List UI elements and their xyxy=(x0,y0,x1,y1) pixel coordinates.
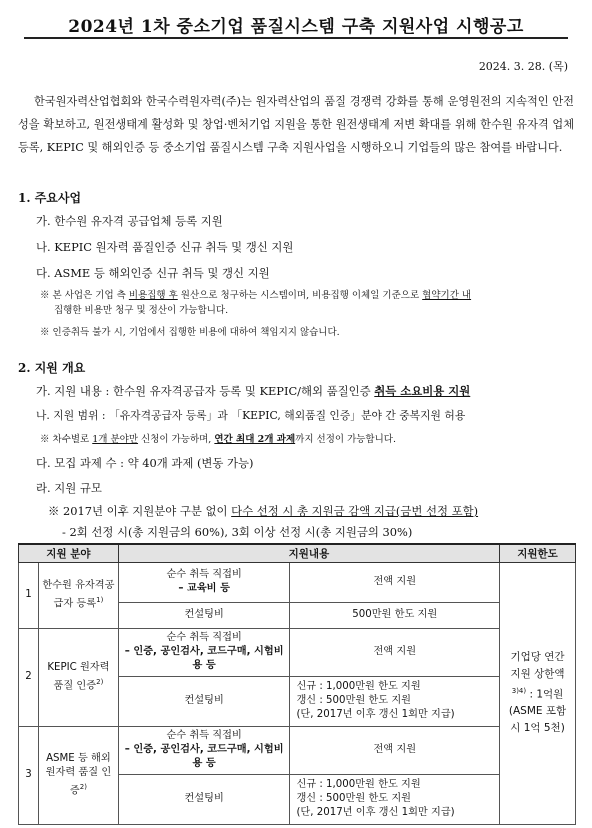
section1-note-2: ※ 인증취득 불가 시, 기업에서 집행한 비용에 대하여 책임지지 않습니다. xyxy=(40,327,340,338)
consult-value: 신규 : 1,000만원 한도 지원 갱신 : 500만원 한도 지원 (단, 2017년 이후 갱신 1회만 지급) xyxy=(290,676,500,726)
section2-note: ※ 차수별로 1개 분야만 신청이 가능하며, 연간 최대 2개 과제까지 선정이 가능합니다. xyxy=(40,434,396,445)
table-header-row xyxy=(19,544,576,562)
direct-cost-value: 전액 지원 xyxy=(290,628,500,676)
row-number: 1 xyxy=(19,562,39,628)
intro-paragraph: 한국원자력산업협회와 한국수력원자력(주)는 원자력산업의 품질 경쟁력 강화를 통해 운영원전의 지속적인 안전성을 확보하고, 원전생태계 활성화 및 창업·벤처기업 지원을 통한 원전생태계 저변 확대를 위해 한수원 유자격 업체 등록, KEPIC 및 해외인증 등 중소기업 품질시스템 구축 지원사업을 시행하오니 기업들의 많은 참여를 바랍니다. xyxy=(18,95,574,154)
section1-note-1: ※ 본 사업은 기업 측 비용집행 후 원산으로 청구하는 시스템이며, 비용집행 이체일 기준으로 협약기간 내 집행한 비용만 청구 및 정산이 가능합니다. xyxy=(40,290,472,316)
header-content: 지원내용 xyxy=(118,544,499,562)
direct-cost-value: 전액 지원 xyxy=(290,726,500,774)
row-number: 3 xyxy=(19,726,39,824)
section2-scale-detail: - 2회 선정 시(총 지원금의 60%), 3회 이상 선정 시(총 지원금의 30%) xyxy=(62,525,413,539)
section1-item-1: 가. 한수원 유자격 공급업체 등록 지원 xyxy=(36,214,223,228)
support-limit-cell: 기업당 연간지원 상한액$^{3)4)}$ : 1억원 (ASME 포함 시 1억 5천) xyxy=(500,562,576,824)
consult-cell: 컨설팅비 xyxy=(118,676,290,726)
direct-cost-cell: 순수 취득 직접비 – 인증, 공인검사, 코드구매, 시험비용 등 xyxy=(118,726,290,774)
row-field: KEPIC 원자력 품질 인증$^{2)}$ xyxy=(38,628,118,726)
row-field: 한수원 유자격공급자 등록$^{1)}$ xyxy=(38,562,118,628)
table-row xyxy=(19,628,576,676)
section2-item-ra: 라. 지원 규모 xyxy=(36,481,102,495)
table-row xyxy=(19,562,576,602)
row-number: 2 xyxy=(19,628,39,726)
consult-value: 500만원 한도 지원 xyxy=(290,602,500,628)
header-field: 지원 분야 xyxy=(19,544,119,562)
consult-value: 신규 : 1,000만원 한도 지원 갱신 : 500만원 한도 지원 (단, 2017년 이후 갱신 1회만 지급) xyxy=(290,774,500,824)
section2-item-na: 나. 지원 범위 : 「유자격공급자 등록」과 「KEPIC, 해외품질 인증」분야 간 중복지원 허용 xyxy=(36,409,466,422)
page-title: 2024년 1차 중소기업 품질시스템 구축 지원사업 시행공고 xyxy=(68,17,524,37)
section2-heading: 2. 지원 개요 xyxy=(18,361,86,375)
direct-cost-cell: 순수 취득 직접비 – 인증, 공인검사, 코드구매, 시험비용 등 xyxy=(118,628,290,676)
consult-cell: 컨설팅비 xyxy=(118,774,290,824)
section2-item-ga: 가. 지원 내용 : 한수원 유자격공급자 등록 및 KEPIC/해외 품질인증 취득 소요비용 지원 xyxy=(36,384,471,398)
support-table xyxy=(18,543,576,825)
section2-scale-note: ※ 2017년 이후 지원분야 구분 없이 다수 선정 시 총 지원금 감액 지급(금번 선정 포함) xyxy=(48,504,479,518)
section1-heading: 1. 주요사업 xyxy=(18,191,82,205)
direct-cost-value: 전액 지원 xyxy=(290,562,500,602)
header-limit: 지원한도 xyxy=(500,544,576,562)
announcement-date: 2024. 3. 28. (목) xyxy=(478,60,568,73)
consult-cell: 컨설팅비 xyxy=(118,602,290,628)
direct-cost-cell: 순수 취득 직접비 – 교육비 등 xyxy=(118,562,290,602)
section1-item-2: 나. KEPIC 원자력 품질인증 신규 취득 및 갱신 지원 xyxy=(36,240,294,254)
table-row xyxy=(19,726,576,774)
title-underline xyxy=(24,37,568,39)
section2-item-da: 다. 모집 과제 수 : 약 40개 과제 (변동 가능) xyxy=(36,456,254,470)
section1-item-3: 다. ASME 등 해외인증 신규 취득 및 갱신 지원 xyxy=(36,266,270,280)
row-field: ASME 등 해외 원자력 품질 인증$^{2)}$ xyxy=(38,726,118,824)
